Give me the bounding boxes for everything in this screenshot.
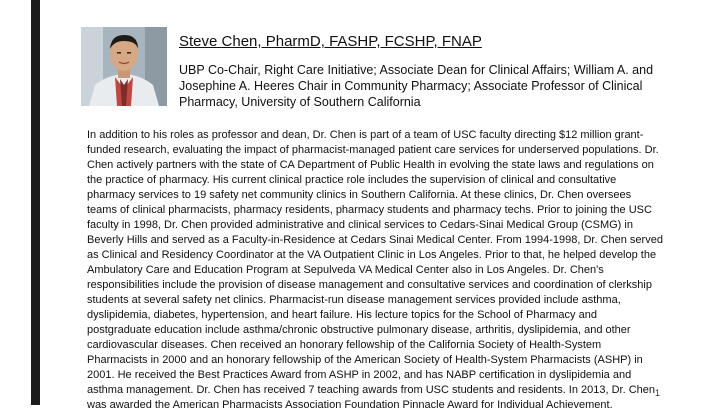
speaker-name: Steve Chen, PharmD, FASHP, FCSHP, FNAP: [179, 33, 482, 50]
left-decorative-bar: [0, 0, 45, 405]
slide-page-number: 1: [654, 388, 660, 398]
speaker-biography: In addition to his roles as professor and dean, Dr. Chen is part of a team of USC faculty directing $12 million grant-funded research, evaluating the impact of pharmacist-managed patient care services for underserved populations. Dr. Chen actively partners with the state of CA Department of Public Health in evolving the state laws and regulations on the practice of pharmacy. His current clinical practice role includes the supervision of clinical and consultative pharmacy services to 19 safety net community clinics in Southern California. At these clinics, Dr. Chen oversees teams of clinical pharmacists, pharmacy residents, pharmacy students and pharmacy techs. Prior to joining the USC faculty in 1998, Dr. Chen provided administrative and clinical services to Cedars-Sinai Medical Group (CSMG) in Beverly Hills and served as a Faculty-in-Residence at Cedars Sinai Medical Center. From 1994-1998, Dr. Chen served as Clinical and Residency Coordinator at the VA Outpatient Clinic in Los Angeles. Prior to that, he helped develop the Ambulatory Care and Education Program at Sepulveda VA Medical Center also in Los Angeles. Dr. Chen's responsibilities include the provision of disease management and consultative services and coordination of clerkship students at several safety net clinics. Pharmacist-run disease management services provided include asthma, dyslipidemia, diabetes, hypertension, and heart failure. His lecture topics for the School of Pharmacy and postgraduate education include asthma/chronic obstructive pulmonary disease, arthritis, dyslipidemia, and other cardiovascular diseases. Chen received an honorary fellowship of the California Society of Health-System Pharmacists in 2000 and an honorary fellowship of the American Society of Health-System Pharmacists (ASHP) in 2001. He received the Best Practices Award from ASHP in 2002, and has NABP certification in dyslipidemia and asthma management. Dr. Chen has received 7 teaching awards from USC students and residents. In 2013, Dr. Chen was awarded the American Pharmacists Association Foundation Pinnacle Award for Individual Achievement.: [87, 129, 663, 411]
left-accent-stripe: [31, 0, 40, 405]
portrait-photo: [81, 27, 167, 106]
portrait-illustration: [81, 27, 167, 106]
speaker-affiliation: UBP Co-Chair, Right Care Initiative; Associate Dean for Clinical Affairs; William A. and Josephine A. Heeres Chair in Community Pharmacy; Associate Professor of Clinical Pharmacy, University of Southern California: [179, 63, 654, 109]
